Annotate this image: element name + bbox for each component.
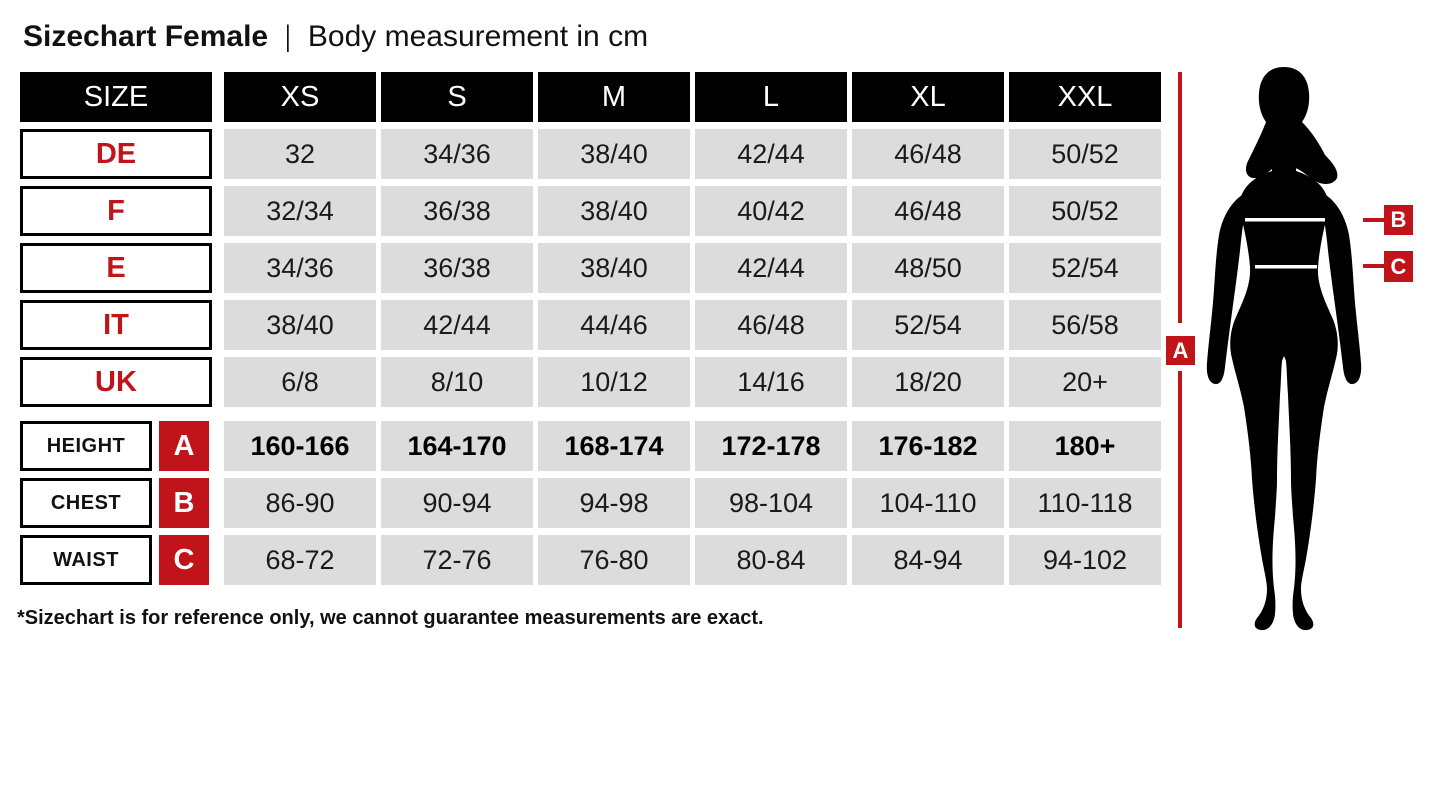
table-row-chest — [20, 478, 1166, 528]
size-cell: 34/36 — [381, 129, 533, 179]
size-cell: 38/40 — [538, 243, 690, 293]
size-cell: 34/36 — [224, 243, 376, 293]
table-row-e — [20, 243, 1166, 293]
row-label-height: HEIGHT — [20, 421, 152, 471]
title-separator: | — [285, 20, 291, 53]
chest-line — [1245, 218, 1325, 222]
table-row-de — [20, 129, 1166, 179]
measure-cell: 160-166 — [224, 421, 376, 471]
column-header-xl: XL — [852, 72, 1004, 122]
measure-cell: 90-94 — [381, 478, 533, 528]
measure-cell: 84-94 — [852, 535, 1004, 585]
header-size: SIZE — [20, 72, 212, 122]
size-cell: 6/8 — [224, 357, 376, 407]
measure-cell: 176-182 — [852, 421, 1004, 471]
measure-cell: 80-84 — [695, 535, 847, 585]
column-header-s: S — [381, 72, 533, 122]
figure-marker-c: C — [1384, 251, 1413, 282]
measure-cell: 68-72 — [224, 535, 376, 585]
size-cell: 56/58 — [1009, 300, 1161, 350]
size-cell: 38/40 — [224, 300, 376, 350]
row-label-uk: UK — [20, 357, 212, 407]
measure-cell: 98-104 — [695, 478, 847, 528]
table-row-uk — [20, 357, 1166, 407]
column-header-l: L — [695, 72, 847, 122]
row-label-waist: WAIST — [20, 535, 152, 585]
table-row-waist — [20, 535, 1166, 585]
measure-cell: 164-170 — [381, 421, 533, 471]
figure-marker-a: A — [1166, 336, 1195, 365]
row-label-de: DE — [20, 129, 212, 179]
measure-cell: 180+ — [1009, 421, 1161, 471]
size-cell: 42/44 — [695, 129, 847, 179]
measure-cell: 94-102 — [1009, 535, 1161, 585]
size-cell: 46/48 — [852, 186, 1004, 236]
size-cell: 48/50 — [852, 243, 1004, 293]
size-cell: 42/44 — [695, 243, 847, 293]
marker-c-badge: C — [159, 535, 209, 585]
table-header-row — [20, 72, 1166, 122]
size-cell: 38/40 — [538, 129, 690, 179]
footnote: *Sizechart is for reference only, we cannot guarantee measurements are exact. — [17, 607, 764, 629]
waist-line — [1255, 265, 1317, 269]
column-header-xxl: XXL — [1009, 72, 1161, 122]
measure-cell: 86-90 — [224, 478, 376, 528]
figure-marker-b: B — [1384, 205, 1413, 235]
marker-b-badge: B — [159, 478, 209, 528]
size-table — [20, 72, 1166, 592]
title-subtitle: Body measurement in cm — [307, 20, 649, 53]
row-label-chest: CHEST — [20, 478, 152, 528]
title-main: Sizechart Female — [23, 20, 269, 53]
measure-cell: 72-76 — [381, 535, 533, 585]
height-measure-line-top — [1178, 72, 1182, 323]
size-cell: 52/54 — [852, 300, 1004, 350]
size-cell: 32 — [224, 129, 376, 179]
size-cell: 8/10 — [381, 357, 533, 407]
size-cell: 50/52 — [1009, 129, 1161, 179]
size-cell: 50/52 — [1009, 186, 1161, 236]
size-cell: 36/38 — [381, 243, 533, 293]
table-row-height — [20, 421, 1166, 471]
size-cell: 14/16 — [695, 357, 847, 407]
size-cell: 18/20 — [852, 357, 1004, 407]
table-row-it — [20, 300, 1166, 350]
size-cell: 40/42 — [695, 186, 847, 236]
size-cell: 44/46 — [538, 300, 690, 350]
measure-cell: 76-80 — [538, 535, 690, 585]
row-label-f: F — [20, 186, 212, 236]
measure-cell: 104-110 — [852, 478, 1004, 528]
row-label-it: IT — [20, 300, 212, 350]
female-silhouette — [1203, 65, 1363, 635]
measure-cell: 94-98 — [538, 478, 690, 528]
size-cell: 52/54 — [1009, 243, 1161, 293]
column-header-m: M — [538, 72, 690, 122]
size-cell: 20+ — [1009, 357, 1161, 407]
size-cell: 10/12 — [538, 357, 690, 407]
page-title — [23, 20, 648, 54]
measure-cell: 110-118 — [1009, 478, 1161, 528]
size-cell: 42/44 — [381, 300, 533, 350]
marker-a-badge: A — [159, 421, 209, 471]
measure-cell: 172-178 — [695, 421, 847, 471]
size-cell: 46/48 — [852, 129, 1004, 179]
height-measure-line-bottom — [1178, 371, 1182, 628]
table-row-f — [20, 186, 1166, 236]
chest-pointer-line — [1363, 218, 1386, 222]
column-header-xs: XS — [224, 72, 376, 122]
size-cell: 32/34 — [224, 186, 376, 236]
row-label-e: E — [20, 243, 212, 293]
size-cell: 38/40 — [538, 186, 690, 236]
size-cell: 36/38 — [381, 186, 533, 236]
measure-cell: 168-174 — [538, 421, 690, 471]
waist-pointer-line — [1363, 264, 1386, 268]
size-cell: 46/48 — [695, 300, 847, 350]
